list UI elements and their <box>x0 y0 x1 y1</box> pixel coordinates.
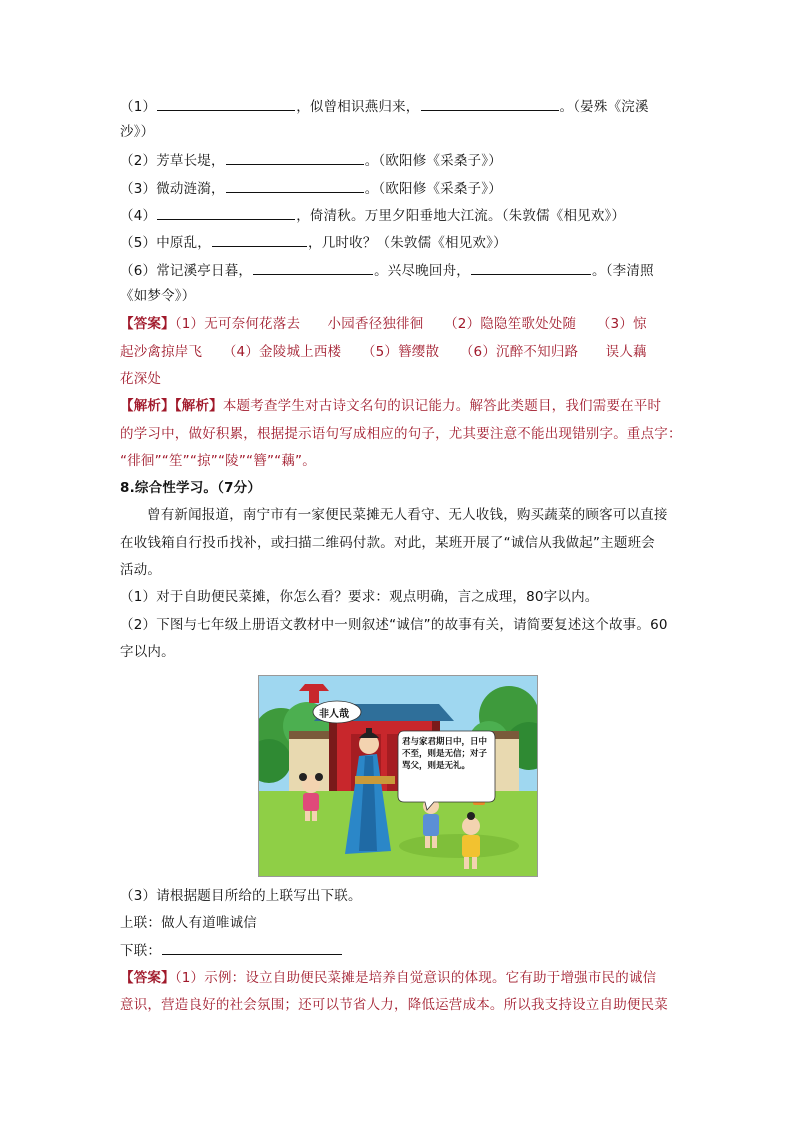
answer-blank[interactable] <box>226 151 364 165</box>
answer-blank[interactable] <box>212 233 307 247</box>
question-8-sub1: （1）对于自助便民菜摊，你怎么看？要求：观点明确，言之成理，80字以内。 <box>120 589 599 605</box>
story-illustration <box>258 675 538 877</box>
poem-question-1-cont: 沙》） <box>120 124 155 140</box>
answer-blank[interactable] <box>226 179 364 193</box>
lower-couplet: 下联： <box>120 941 676 960</box>
answer-blank[interactable] <box>157 206 295 220</box>
analysis-block-1: 【解析】【解析】本题考查学生对古诗文名句的识记能力。解答此类题目，我们需要在平时 <box>120 398 662 414</box>
upper-couplet: 上联：做人有道唯诚信 <box>120 915 258 931</box>
answer-blank[interactable] <box>162 941 342 955</box>
answer-block-2-line2: 意识，营造良好的社会氛围；还可以节省人力，降低运营成本。所以我支持设立自助便民菜 <box>120 997 668 1013</box>
question-8-intro-line3: 活动。 <box>120 562 162 578</box>
answer-block-2: 【答案】（1）示例：设立自助便民菜摊是培养自觉意识的体现。它有助于增强市民的诚信 <box>120 970 657 986</box>
question-8-title: 8.综合性学习。（7分） <box>120 480 262 496</box>
question-8-sub2: （2）下图与七年级上册语文教材中一则叙述“诚信”的故事有关，请简要复述这个故事。60 <box>120 617 668 633</box>
answer-blank[interactable] <box>253 261 373 275</box>
poem-question-2: （2）芳草长堤， 。（欧阳修《采桑子》） <box>120 153 502 169</box>
answer-blank[interactable] <box>471 261 591 275</box>
poem-question-3: （3）微动涟漪， 。（欧阳修《采桑子》） <box>120 181 502 197</box>
speech-bubble-1: 非人哉 <box>319 709 349 720</box>
answer-blank[interactable] <box>157 97 295 111</box>
answer-block-1-line2: 起沙禽掠岸飞 （4）金陵城上西楼 （5）簪缨散 （6）沉醉不知归路 误人藕 <box>120 344 647 360</box>
answer-block-1: 【答案】（1）无可奈何花落去 小园香径独徘徊 （2）隐隐笙歌处处随 （3）惊 <box>120 316 647 332</box>
analysis-block-1-line3: “徘徊”“笙”“掠”“陵”“簪”“藕”。 <box>120 453 316 469</box>
illustration-scene <box>259 676 537 876</box>
poem-question-6-cont: 《如梦令》） <box>120 288 196 304</box>
poem-question-6: （6）常记溪亭日暮， 。兴尽晚回舟， 。（李清照 <box>120 263 654 279</box>
poem-question-4: （4） ，倚清秋。万里夕阳垂地大江流。（朱敦儒《相见欢》） <box>120 208 626 224</box>
question-8-sub3: （3）请根据题目所给的上联写出下联。 <box>120 888 362 904</box>
question-8-intro: 曾有新闻报道，南宁市有一家便民菜摊无人看守、无人收钱，购买蔬菜的顾客可以直接 <box>147 507 668 523</box>
question-8-intro-line2: 在收钱箱自行投币找补，或扫描二维码付款。对此，某班开展了“诚信从我做起”主题班会 <box>120 535 655 551</box>
analysis-block-1-line2: 的学习中，做好积累，根据提示语句写成相应的句子，尤其要注意不能出现错别字。重点字： <box>120 426 682 442</box>
answer-block-1-line3: 花深处 <box>120 371 162 387</box>
poem-question-1: （1） ，似曾相识燕归来， 。（晏殊《浣溪 <box>120 99 649 115</box>
poem-question-5: （5）中原乱， ，几时收？（朱敦儒《相见欢》） <box>120 235 507 251</box>
speech-bubble-2: 君与家君期日中，日中不至，则是无信；对子骂父，则是无礼。 <box>402 737 488 771</box>
question-8-sub2-cont: 字以内。 <box>120 644 175 660</box>
answer-blank[interactable] <box>421 97 559 111</box>
